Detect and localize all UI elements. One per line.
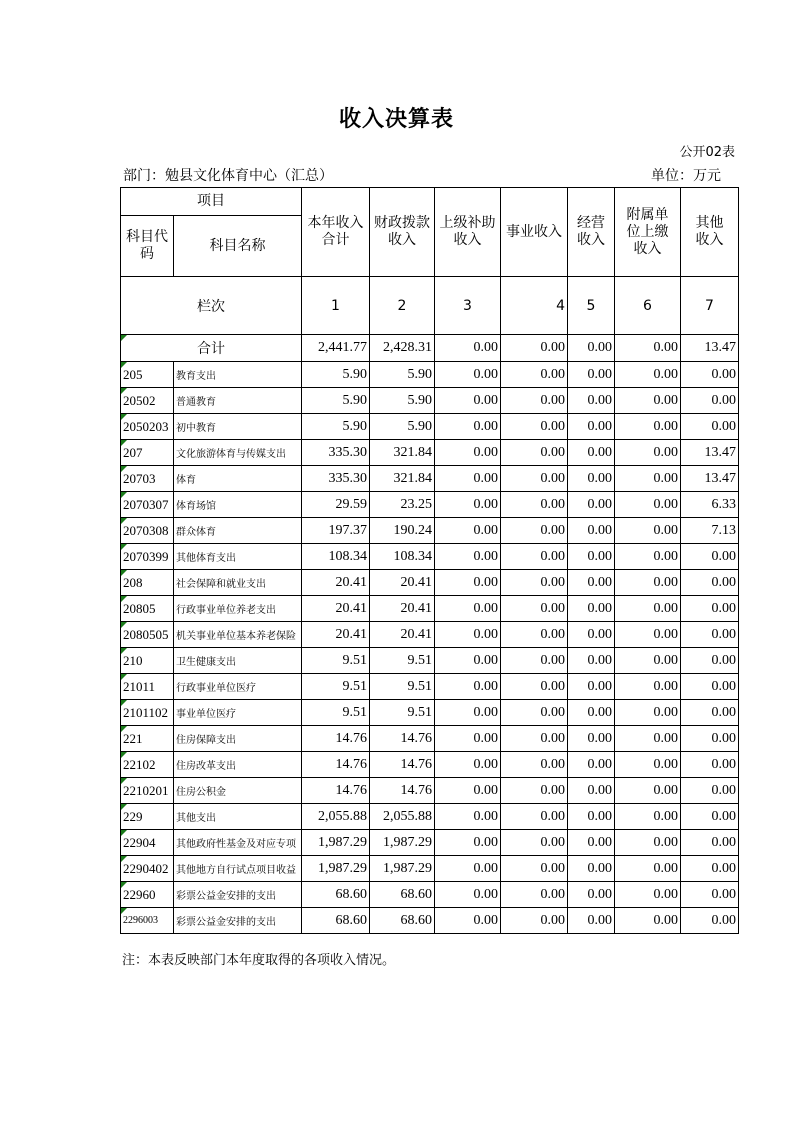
amount-cell: 29.59 xyxy=(302,492,370,518)
amount-cell: 23.25 xyxy=(370,492,435,518)
amount-cell: 0.00 xyxy=(681,778,739,804)
subject-code: 22904 xyxy=(121,830,174,856)
cell-marker xyxy=(121,570,127,576)
amount-cell: 0.00 xyxy=(435,908,501,934)
subject-code: 229 xyxy=(121,804,174,830)
table-row xyxy=(121,544,739,570)
cell-marker xyxy=(121,362,127,368)
subject-code: 2080505 xyxy=(121,622,174,648)
amount-cell: 321.84 xyxy=(370,466,435,492)
amount-cell: 0.00 xyxy=(568,778,615,804)
table-row xyxy=(121,518,739,544)
table-row xyxy=(121,726,739,752)
amount-cell: 190.24 xyxy=(370,518,435,544)
amount-cell: 0.00 xyxy=(568,544,615,570)
department-label: 部门：勉县文化体育中心（汇总） xyxy=(123,168,333,184)
amount-cell: 5.90 xyxy=(370,362,435,388)
amount-cell: 108.34 xyxy=(370,544,435,570)
amount-cell: 0.00 xyxy=(501,856,568,882)
amount-cell: 0.00 xyxy=(681,726,739,752)
cell-marker xyxy=(121,440,127,446)
header-col-5: 经营收入 xyxy=(568,188,615,277)
subject-code: 205 xyxy=(121,362,174,388)
amount-cell: 0.00 xyxy=(435,700,501,726)
amount-cell: 0.00 xyxy=(568,726,615,752)
table-row xyxy=(121,492,739,518)
subject-name: 初中教育 xyxy=(174,414,302,440)
header-col-6: 附属单位上缴收入 xyxy=(615,188,681,277)
header-col-3: 上级补助收入 xyxy=(435,188,501,277)
subject-name: 文化旅游体育与传媒支出 xyxy=(174,440,302,466)
amount-cell: 0.00 xyxy=(435,804,501,830)
amount-cell: 0.00 xyxy=(568,388,615,414)
header-col-7: 其他收入 xyxy=(681,188,739,277)
total-value: 0.00 xyxy=(435,335,501,362)
amount-cell: 9.51 xyxy=(370,700,435,726)
amount-cell: 197.37 xyxy=(302,518,370,544)
amount-cell: 0.00 xyxy=(501,362,568,388)
amount-cell: 0.00 xyxy=(501,414,568,440)
cell-marker xyxy=(121,622,127,628)
index-num: 7 xyxy=(681,277,739,335)
amount-cell: 0.00 xyxy=(501,752,568,778)
amount-cell: 68.60 xyxy=(370,882,435,908)
subject-code: 207 xyxy=(121,440,174,466)
subject-code: 21011 xyxy=(121,674,174,700)
table-row xyxy=(121,804,739,830)
amount-cell: 0.00 xyxy=(501,466,568,492)
amount-cell: 0.00 xyxy=(681,752,739,778)
table-row xyxy=(121,440,739,466)
amount-cell: 0.00 xyxy=(568,648,615,674)
amount-cell: 2,055.88 xyxy=(302,804,370,830)
amount-cell: 0.00 xyxy=(681,414,739,440)
amount-cell: 1,987.29 xyxy=(302,830,370,856)
table-row xyxy=(121,466,739,492)
amount-cell: 68.60 xyxy=(370,908,435,934)
amount-cell: 0.00 xyxy=(681,674,739,700)
amount-cell: 7.13 xyxy=(681,518,739,544)
amount-cell: 0.00 xyxy=(501,544,568,570)
amount-cell: 0.00 xyxy=(681,648,739,674)
amount-cell: 335.30 xyxy=(302,440,370,466)
amount-cell: 6.33 xyxy=(681,492,739,518)
header-name: 科目名称 xyxy=(174,216,302,277)
amount-cell: 0.00 xyxy=(501,518,568,544)
amount-cell: 0.00 xyxy=(501,388,568,414)
amount-cell: 0.00 xyxy=(615,362,681,388)
header-col-4: 事业收入 xyxy=(501,188,568,277)
amount-cell: 5.90 xyxy=(370,414,435,440)
total-value: 13.47 xyxy=(681,335,739,362)
amount-cell: 9.51 xyxy=(370,648,435,674)
table-row xyxy=(121,778,739,804)
amount-cell: 0.00 xyxy=(615,856,681,882)
header-code: 科目代码 xyxy=(121,216,174,277)
table-row xyxy=(121,388,739,414)
subject-code: 2070308 xyxy=(121,518,174,544)
index-num: 4 xyxy=(501,277,568,335)
cell-marker xyxy=(121,700,127,706)
cell-marker xyxy=(121,830,127,836)
subject-code: 2296003 xyxy=(121,908,174,934)
amount-cell: 0.00 xyxy=(681,596,739,622)
subject-name: 机关事业单位基本养老保险 xyxy=(174,622,302,648)
table-row xyxy=(121,752,739,778)
amount-cell: 0.00 xyxy=(435,570,501,596)
amount-cell: 0.00 xyxy=(501,596,568,622)
amount-cell: 0.00 xyxy=(615,804,681,830)
amount-cell: 321.84 xyxy=(370,440,435,466)
subject-code: 20502 xyxy=(121,388,174,414)
amount-cell: 0.00 xyxy=(615,700,681,726)
amount-cell: 0.00 xyxy=(435,544,501,570)
income-table xyxy=(120,187,739,934)
amount-cell: 0.00 xyxy=(435,856,501,882)
data-rows xyxy=(121,362,739,934)
amount-cell: 0.00 xyxy=(501,908,568,934)
amount-cell: 0.00 xyxy=(568,830,615,856)
amount-cell: 0.00 xyxy=(615,648,681,674)
total-value: 0.00 xyxy=(615,335,681,362)
amount-cell: 0.00 xyxy=(681,570,739,596)
amount-cell: 0.00 xyxy=(435,674,501,700)
amount-cell: 0.00 xyxy=(501,674,568,700)
cell-marker xyxy=(121,466,127,472)
subject-code: 2101102 xyxy=(121,700,174,726)
amount-cell: 14.76 xyxy=(370,778,435,804)
amount-cell: 13.47 xyxy=(681,440,739,466)
amount-cell: 9.51 xyxy=(302,648,370,674)
subject-name: 其他地方自行试点项目收益 xyxy=(174,856,302,882)
amount-cell: 2,055.88 xyxy=(370,804,435,830)
amount-cell: 0.00 xyxy=(435,752,501,778)
footnote: 注：本表反映部门本年度取得的各项收入情况。 xyxy=(122,953,396,968)
amount-cell: 335.30 xyxy=(302,466,370,492)
amount-cell: 0.00 xyxy=(501,700,568,726)
amount-cell: 1,987.29 xyxy=(370,856,435,882)
amount-cell: 0.00 xyxy=(435,362,501,388)
amount-cell: 0.00 xyxy=(615,466,681,492)
amount-cell: 20.41 xyxy=(370,622,435,648)
amount-cell: 0.00 xyxy=(568,570,615,596)
amount-cell: 14.76 xyxy=(370,752,435,778)
amount-cell: 5.90 xyxy=(302,388,370,414)
amount-cell: 0.00 xyxy=(615,674,681,700)
cell-marker xyxy=(121,726,127,732)
amount-cell: 0.00 xyxy=(501,882,568,908)
amount-cell: 0.00 xyxy=(568,596,615,622)
subject-code: 208 xyxy=(121,570,174,596)
amount-cell: 0.00 xyxy=(568,622,615,648)
amount-cell: 0.00 xyxy=(615,908,681,934)
table-row xyxy=(121,414,739,440)
index-num: 3 xyxy=(435,277,501,335)
table-row xyxy=(121,570,739,596)
amount-cell: 0.00 xyxy=(568,908,615,934)
subject-code: 2070307 xyxy=(121,492,174,518)
amount-cell: 0.00 xyxy=(681,856,739,882)
amount-cell: 0.00 xyxy=(435,882,501,908)
cell-marker xyxy=(121,804,127,810)
subject-name: 其他支出 xyxy=(174,804,302,830)
amount-cell: 0.00 xyxy=(615,882,681,908)
amount-cell: 0.00 xyxy=(615,518,681,544)
subject-code: 2210201 xyxy=(121,778,174,804)
amount-cell: 0.00 xyxy=(568,882,615,908)
header-col-2: 财政拨款收入 xyxy=(370,188,435,277)
amount-cell: 108.34 xyxy=(302,544,370,570)
table-row xyxy=(121,830,739,856)
amount-cell: 9.51 xyxy=(302,700,370,726)
amount-cell: 14.76 xyxy=(302,778,370,804)
amount-cell: 20.41 xyxy=(302,596,370,622)
cell-marker xyxy=(121,335,127,341)
amount-cell: 0.00 xyxy=(681,362,739,388)
amount-cell: 0.00 xyxy=(435,726,501,752)
amount-cell: 0.00 xyxy=(681,700,739,726)
amount-cell: 0.00 xyxy=(615,440,681,466)
amount-cell: 0.00 xyxy=(501,622,568,648)
amount-cell: 20.41 xyxy=(302,622,370,648)
amount-cell: 5.90 xyxy=(370,388,435,414)
amount-cell: 0.00 xyxy=(568,518,615,544)
index-num: 1 xyxy=(302,277,370,335)
cell-marker xyxy=(121,544,127,550)
index-label: 栏次 xyxy=(121,277,302,335)
amount-cell: 0.00 xyxy=(615,570,681,596)
amount-cell: 0.00 xyxy=(435,414,501,440)
cell-marker xyxy=(121,882,127,888)
cell-marker xyxy=(121,778,127,784)
amount-cell: 0.00 xyxy=(568,492,615,518)
subject-name: 行政事业单位医疗 xyxy=(174,674,302,700)
table-row xyxy=(121,622,739,648)
amount-cell: 0.00 xyxy=(501,492,568,518)
amount-cell: 0.00 xyxy=(501,804,568,830)
subject-name: 行政事业单位养老支出 xyxy=(174,596,302,622)
amount-cell: 0.00 xyxy=(615,544,681,570)
cell-marker xyxy=(121,518,127,524)
form-number: 公开02表 xyxy=(679,145,735,160)
amount-cell: 0.00 xyxy=(435,596,501,622)
amount-cell: 0.00 xyxy=(615,388,681,414)
index-num: 2 xyxy=(370,277,435,335)
subject-name: 体育 xyxy=(174,466,302,492)
amount-cell: 0.00 xyxy=(568,362,615,388)
subject-name: 住房公积金 xyxy=(174,778,302,804)
amount-cell: 0.00 xyxy=(435,492,501,518)
amount-cell: 0.00 xyxy=(568,466,615,492)
amount-cell: 0.00 xyxy=(501,830,568,856)
amount-cell: 0.00 xyxy=(615,726,681,752)
subject-code: 2070399 xyxy=(121,544,174,570)
amount-cell: 5.90 xyxy=(302,414,370,440)
amount-cell: 68.60 xyxy=(302,882,370,908)
subject-code: 221 xyxy=(121,726,174,752)
amount-cell: 68.60 xyxy=(302,908,370,934)
subject-name: 卫生健康支出 xyxy=(174,648,302,674)
amount-cell: 20.41 xyxy=(370,596,435,622)
amount-cell: 0.00 xyxy=(681,622,739,648)
total-value: 0.00 xyxy=(501,335,568,362)
subject-code: 20805 xyxy=(121,596,174,622)
amount-cell: 20.41 xyxy=(370,570,435,596)
subject-code: 22960 xyxy=(121,882,174,908)
subject-code: 20703 xyxy=(121,466,174,492)
table-row xyxy=(121,908,739,934)
amount-cell: 0.00 xyxy=(681,544,739,570)
amount-cell: 0.00 xyxy=(568,440,615,466)
amount-cell: 14.76 xyxy=(302,752,370,778)
total-value: 2,441.77 xyxy=(302,335,370,362)
amount-cell: 0.00 xyxy=(568,856,615,882)
amount-cell: 0.00 xyxy=(435,518,501,544)
amount-cell: 13.47 xyxy=(681,466,739,492)
amount-cell: 0.00 xyxy=(435,648,501,674)
subject-name: 事业单位医疗 xyxy=(174,700,302,726)
amount-cell: 20.41 xyxy=(302,570,370,596)
subject-code: 210 xyxy=(121,648,174,674)
amount-cell: 5.90 xyxy=(302,362,370,388)
amount-cell: 0.00 xyxy=(681,882,739,908)
amount-cell: 0.00 xyxy=(435,466,501,492)
table-row xyxy=(121,596,739,622)
amount-cell: 1,987.29 xyxy=(370,830,435,856)
amount-cell: 0.00 xyxy=(435,440,501,466)
amount-cell: 0.00 xyxy=(615,414,681,440)
subject-name: 其他体育支出 xyxy=(174,544,302,570)
amount-cell: 0.00 xyxy=(501,440,568,466)
table-row xyxy=(121,856,739,882)
subject-name: 社会保障和就业支出 xyxy=(174,570,302,596)
cell-marker xyxy=(121,492,127,498)
subject-code: 2050203 xyxy=(121,414,174,440)
total-row xyxy=(121,335,739,362)
subject-name: 群众体育 xyxy=(174,518,302,544)
amount-cell: 9.51 xyxy=(370,674,435,700)
table-row xyxy=(121,674,739,700)
amount-cell: 0.00 xyxy=(568,700,615,726)
amount-cell: 0.00 xyxy=(615,596,681,622)
amount-cell: 0.00 xyxy=(501,726,568,752)
amount-cell: 0.00 xyxy=(681,830,739,856)
amount-cell: 0.00 xyxy=(568,752,615,778)
amount-cell: 0.00 xyxy=(568,414,615,440)
amount-cell: 0.00 xyxy=(681,804,739,830)
unit-label: 单位：万元 xyxy=(651,168,721,184)
subject-name: 普通教育 xyxy=(174,388,302,414)
amount-cell: 0.00 xyxy=(615,492,681,518)
amount-cell: 14.76 xyxy=(370,726,435,752)
amount-cell: 0.00 xyxy=(615,830,681,856)
amount-cell: 0.00 xyxy=(435,388,501,414)
table-row xyxy=(121,648,739,674)
header-col-1: 本年收入合计 xyxy=(302,188,370,277)
amount-cell: 0.00 xyxy=(568,674,615,700)
subject-name: 彩票公益金安排的支出 xyxy=(174,908,302,934)
cell-marker xyxy=(121,648,127,654)
subject-name: 彩票公益金安排的支出 xyxy=(174,882,302,908)
total-value: 0.00 xyxy=(568,335,615,362)
subject-name: 体育场馆 xyxy=(174,492,302,518)
cell-marker xyxy=(121,388,127,394)
table-row xyxy=(121,362,739,388)
table-row xyxy=(121,882,739,908)
amount-cell: 0.00 xyxy=(615,622,681,648)
cell-marker xyxy=(121,752,127,758)
page-title: 收入决算表 xyxy=(338,107,454,132)
total-label: 合计 xyxy=(121,335,302,362)
amount-cell: 0.00 xyxy=(435,622,501,648)
index-num: 5 xyxy=(568,277,615,335)
amount-cell: 0.00 xyxy=(615,752,681,778)
cell-marker xyxy=(121,674,127,680)
subject-name: 住房保障支出 xyxy=(174,726,302,752)
amount-cell: 0.00 xyxy=(501,648,568,674)
subject-name: 其他政府性基金及对应专项 xyxy=(174,830,302,856)
amount-cell: 0.00 xyxy=(501,570,568,596)
total-value: 2,428.31 xyxy=(370,335,435,362)
subject-name: 住房改革支出 xyxy=(174,752,302,778)
header-project: 项目 xyxy=(121,188,302,216)
amount-cell: 14.76 xyxy=(302,726,370,752)
amount-cell: 0.00 xyxy=(681,388,739,414)
cell-marker xyxy=(121,414,127,420)
cell-marker xyxy=(121,856,127,862)
subject-name: 教育支出 xyxy=(174,362,302,388)
subject-code: 22102 xyxy=(121,752,174,778)
amount-cell: 0.00 xyxy=(681,908,739,934)
amount-cell: 0.00 xyxy=(568,804,615,830)
cell-marker xyxy=(121,596,127,602)
amount-cell: 0.00 xyxy=(435,778,501,804)
amount-cell: 0.00 xyxy=(615,778,681,804)
amount-cell: 1,987.29 xyxy=(302,856,370,882)
table-row xyxy=(121,700,739,726)
amount-cell: 9.51 xyxy=(302,674,370,700)
amount-cell: 0.00 xyxy=(501,778,568,804)
cell-marker xyxy=(121,908,127,914)
amount-cell: 0.00 xyxy=(435,830,501,856)
index-num: 6 xyxy=(615,277,681,335)
subject-code: 2290402 xyxy=(121,856,174,882)
